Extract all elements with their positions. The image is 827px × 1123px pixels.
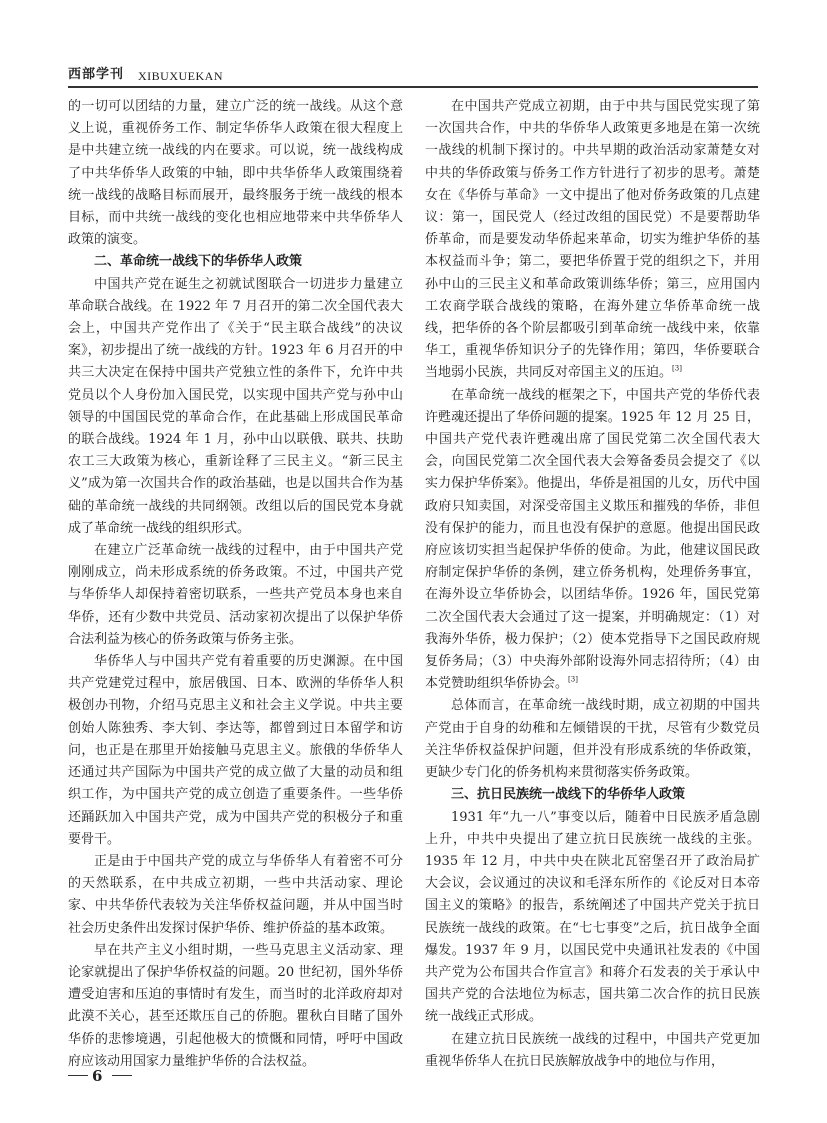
- folio-dash-left: [68, 1075, 88, 1076]
- paragraph: 早在共产主义小组时期，一些马克思主义活动家、理论家就提出了保护华侨权益的问题。20 世纪初，国外华侨遭受迫害和压迫的事情时有发生，而当时的北洋政府却对此漠不关心，甚至还欺压自己的侨胞。瞿秋白目睹了国外华侨的悲惨境遇，引起他极大的愤慨和同情，呼吁中国政府应该动用国家力量维护华侨的合法权益。: [68, 942, 403, 1069]
- paragraph: 在建立抗日民族统一战线的过程中，中国共产党更加重视华侨华人在抗日民族解放战争中的地位与作用，: [425, 1031, 760, 1069]
- paragraph: 在建立广泛革命统一战线的过程中，由于中国共产党刚刚成立，尚未形成系统的侨务政策。不过，中国共产党与华侨华人却保持着密切联系，一些共产党员本身也来自华侨，还有少数中共党员、活动家初次提出了以保护华侨合法利益为核心的侨务政策与侨务主张。: [68, 543, 403, 647]
- header-rule: [68, 86, 758, 88]
- paragraph: [425, 385, 760, 696]
- running-header: [68, 66, 758, 86]
- paragraph: 中国共产党在诞生之初就试图联合一切进步力量建立革命联合战线。在 1922 年 7 月召开的第二次全国代表大会上，中国共产党作出了《关于“民主联合战线”的决议案》，初步提出了统一战线的方针。1923 年 6 月召开的中共三大决定在保持中国共产党独立性的条件下，允许中共党员以个人身份加入国民党，以实现中国共产党与孙中山领导的中国国民党的革命合作，在此基础上形成国民革命的联合战线。1924 年 1 月，孙中山以联俄、联共、扶助农工三大政策为核心，重新诠释了三民主义。“新三民主义”成为第一次国共合作的政治基础，也是以国共合作为基础的革命统一战线的共同纲领。改组以后的国民党本身就成了革命统一战线的组织形式。: [68, 276, 403, 536]
- section-heading: 二、革命统一战线下的华侨华人政策: [94, 254, 303, 270]
- paragraph: 华侨华人与中国共产党有着重要的历史渊源。在中国共产党建党过程中，旅居俄国、日本、欧洲的华侨华人积极创办刊物，介绍马克思主义和社会主义学说。中共主要创始人陈独秀、李大钊、李达等，都曾到过日本留学和访问，也正是在那里开始接触马克思主义。旅俄的华侨华人还通过共产国际为中国共产党的成立做了大量的动员和组织工作，为中国共产党的成立创造了重要条件。一些华侨还踊跃加入中国共产党，成为中国共产党的积极分子和重要骨干。: [68, 654, 403, 847]
- citation-mark: [3]: [568, 675, 578, 684]
- citation-mark: [3]: [672, 365, 682, 374]
- right-column: [425, 96, 760, 1073]
- section-heading: 三、抗日民族统一战线下的华侨华人政策: [451, 787, 686, 803]
- journal-pinyin: XIBUXUEKAN: [138, 69, 223, 83]
- page-number: 6: [92, 1067, 103, 1085]
- paragraph: [425, 96, 760, 385]
- folio-dash-right: [112, 1075, 132, 1076]
- left-column: [68, 96, 403, 1073]
- paragraph-text: 在中国共产党成立初期，由于中共与国民党实现了第一次国共合作，中共的华侨华人政策更多地是在第一次统一战线的机制下探讨的。中共早期的政治活动家萧楚女对中共的华侨政策与侨务工作方针进行了初步的思考。萧楚女在《华侨与革命》一文中提出了他对侨务政策的几点建议：第一，国民党人（经过改组的国民党）不是要帮助华侨革命，而是要发动华侨起来革命，切实为维护华侨的基本权益而斗争；第二，要把华侨置于党的组织之下，并用孙中山的三民主义和革命政策训练华侨；第三，应用国内工农商学联合战线的策略，在海外建立华侨革命统一战线，把华侨的各个阶层都吸引到革命统一战线中来，依靠华工，重视华侨知识分子的先锋作用；第四，华侨要联合当地弱小民族，共同反对帝国主义的压迫。: [425, 99, 760, 381]
- paragraph: 正是由于中国共产党的成立与华侨华人有着密不可分的天然联系，在中共成立初期，一些中共活动家、理论家、中共华侨代表较为关注华侨权益问题，并从中国当时社会历史条件出发探讨保护华侨、维护侨益的基本政策。: [68, 853, 403, 936]
- paragraph: 的一切可以团结的力量，建立广泛的统一战线。从这个意义上说，重视侨务工作、制定华侨华人政策在很大程度上是中共建立统一战线的内在要求。可以说，统一战线构成了中共华侨华人政策的中轴，即中共华侨华人政策围绕着统一战线的战略目标而展开，最终服务于统一战线的根本目标，而中共统一战线的变化也相应地带来中共华侨华人政策的演变。: [68, 99, 403, 248]
- paragraph-text: 在革命统一战线的框架之下，中国共产党的华侨代表许甦魂还提出了华侨问题的提案。1925 年 12 月 25 日，中国共产党代表许甦魂出席了国民党第二次全国代表大会，向国民党第二次全国代表大会筹备委员会提交了《以实力保护华侨案》。他提出，华侨是祖国的儿女，历代中国政府只知卖国，对深受帝国主义欺压和摧残的华侨，非但没有保护的能力，而且也没有保护的意愿。他提出国民政府应该切实担当起保护华侨的使命。为此，他建议国民政府制定保护华侨的条例，建立侨务机构，处理侨务事宜，在海外设立华侨协会，以团结华侨。1926 年，国民党第二次全国代表大会通过了这一提案，并明确规定：（1）对我海外华侨，极力保护；（2）使本党指导下之国民政府规复侨务局；（3）中央海外部附设海外同志招待所；（4）由本党赞助组织华侨协会。: [425, 387, 760, 692]
- page-folio: [68, 1066, 188, 1088]
- paragraph: 1931 年“九一八”事变以后，随着中日民族矛盾急剧上升，中共中央提出了建立抗日民族统一战线的主张。1935 年 12 月，中共中央在陕北瓦窑堡召开了政治局扩大会议，会议通过的决议和毛泽东所作的《论反对日本帝国主义的策略》的报告，系统阐述了中国共产党关于抗日民族统一战线的政策。在“七七事变”之后，抗日战争全面爆发。1937 年 9 月，以国民党中央通讯社发表的《中国共产党为公布国共合作宣言》和蒋介石发表的关于承认中国共产党的合法地位为标志，国共第二次合作的抗日民族统一战线正式形成。: [425, 809, 760, 1025]
- journal-name: 西部学刊: [68, 67, 125, 82]
- paragraph: 总体而言，在革命统一战线时期，成立初期的中国共产党由于自身的幼稚和左倾错误的干扰，尽管有少数党员关注华侨权益保护问题，但并没有形成系统的华侨政策，更缺少专门化的侨务机构来贯彻落实侨务政策。: [425, 698, 760, 781]
